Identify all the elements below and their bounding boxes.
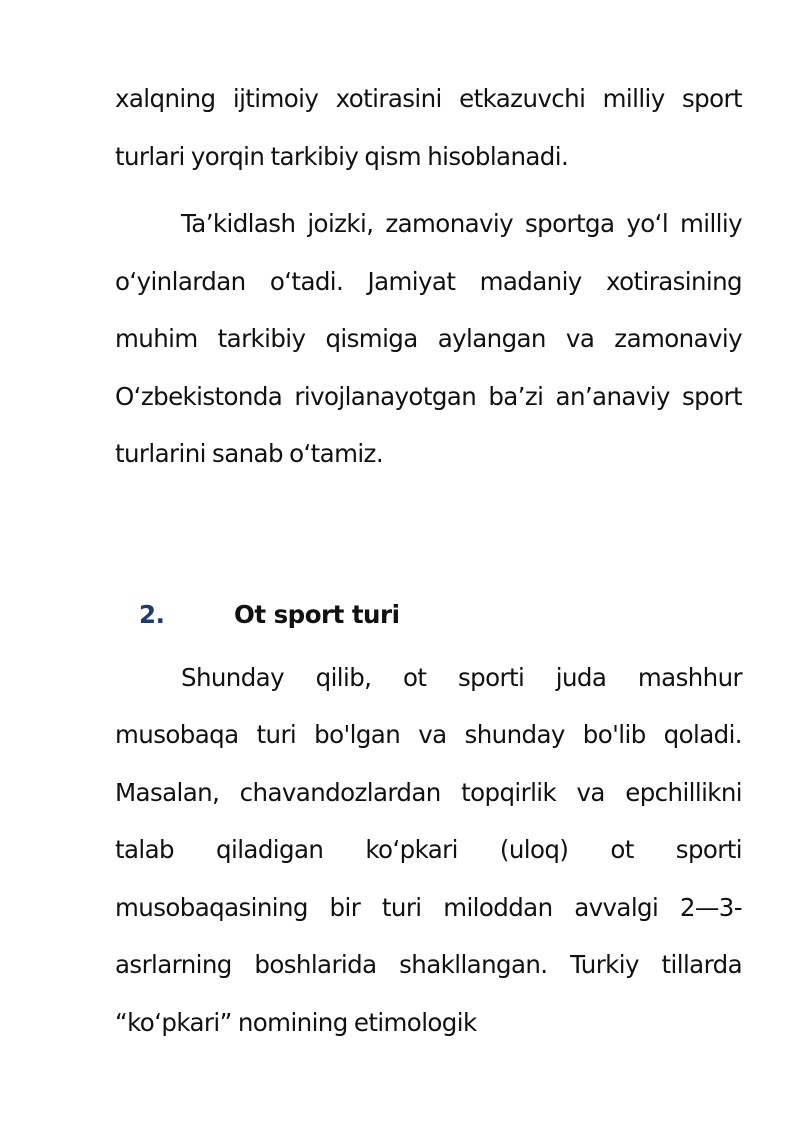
paragraph-body: Shunday qilib, ot sporti juda mashhur musobaqa turi bo'lgan va shunday bo'lib qoladi. Masalan, chavandozlardan topqirlik va epchillikni talab qiladigan ko‘pkari (uloq) ot sporti musobaqasining bir turi miloddan avvalgi 2—3-asrlarning boshlarida shakllangan. Turkiy tillarda “ko‘pkari” nomining etimologik <box>115 662 742 1037</box>
section-number: 2. <box>139 600 165 629</box>
spacer <box>115 185 742 195</box>
spacer <box>115 483 742 585</box>
paragraph-intro: Ta’kidlash joizki, zamonaviy sportga yo‘l milliy o‘yinlardan o‘tadi. Jamiyat madaniy xotirasining muhim tarkibiy qismiga aylangan va zamonaviy O‘zbekistonda rivojlanayotgan ba’zi an’anaviy sport turlarini sanab o‘tamiz. <box>115 209 742 468</box>
document-page <box>115 70 742 1051</box>
section-title: Ot sport turi <box>234 600 400 629</box>
paragraph-continuation: xalqning ijtimoiy xotirasini etkazuvchi milliy sport turlari yorqin tarkibiy qism hisoblanadi. <box>115 84 742 171</box>
section-heading <box>115 585 742 645</box>
